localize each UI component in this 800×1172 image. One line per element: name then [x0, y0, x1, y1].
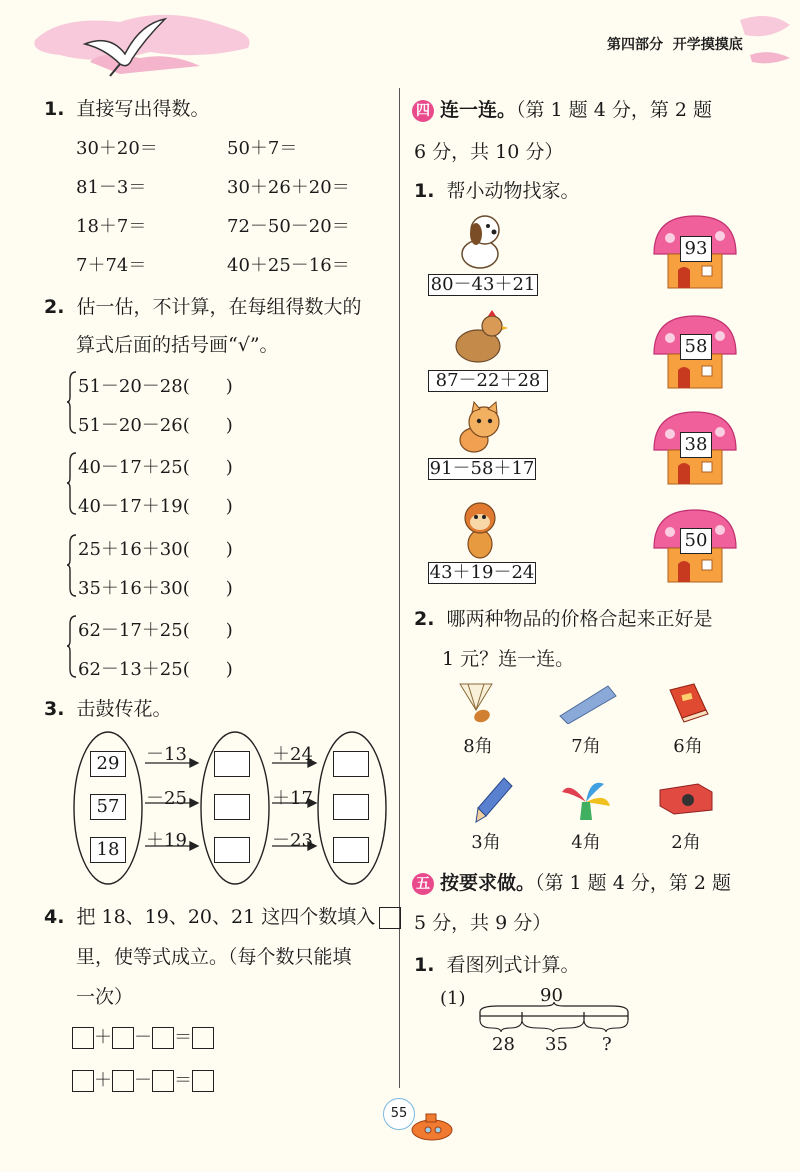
q2-expression[interactable]: 51－20－28( ): [78, 376, 233, 397]
header-title-text: 开学摸摸底: [672, 37, 743, 53]
diagram-part: ?: [602, 1034, 612, 1055]
q3-heading: 3. 击鼓传花。: [44, 698, 172, 720]
q2-expression[interactable]: 62－13＋25( ): [78, 659, 233, 680]
q1-item: 30＋26＋20＝: [227, 177, 350, 198]
hen-icon: [450, 308, 510, 372]
q1-item: 50＋7＝: [227, 138, 298, 159]
section-badge: 四: [412, 100, 434, 122]
animal-expression: 91－58＋17: [429, 458, 535, 479]
q4-heading: 4. 把 18、19、20、21 这四个数填入: [44, 902, 401, 929]
q2-expression[interactable]: 35＋16＋30( ): [78, 578, 233, 599]
item-price: 8角: [463, 736, 493, 757]
q3-op: －25: [146, 788, 187, 809]
q2-brace: [66, 614, 78, 683]
q4-input-box[interactable]: [112, 1070, 134, 1092]
item-price: 3角: [471, 832, 501, 853]
q2-expression[interactable]: 51－20－26( ): [78, 415, 233, 436]
q3-op: ＋17: [272, 788, 313, 809]
animal-expression: 43＋19－24: [429, 562, 535, 583]
q2-brace: [66, 370, 78, 439]
q1-item: 7＋74＝: [76, 255, 147, 276]
q1-item: 30＋20＝: [76, 138, 158, 159]
q3-answer-box[interactable]: [333, 794, 369, 820]
header-section: 第四部分: [607, 37, 663, 53]
q3-answer-box[interactable]: [214, 751, 250, 777]
diagram-label: (1): [440, 988, 466, 1009]
q3-start-box: 57: [90, 794, 126, 820]
q4-input-box[interactable]: [192, 1070, 214, 1092]
item-price: 4角: [571, 832, 601, 853]
house-number: 38: [680, 432, 712, 458]
header-title: [607, 34, 743, 54]
animal-expression: 80－43＋21: [428, 274, 538, 296]
item-price: 7角: [571, 736, 601, 757]
q3-answer-box[interactable]: [333, 837, 369, 863]
book-icon: [664, 680, 710, 728]
monkey-icon: [454, 500, 504, 566]
s4-q2-heading: 2. 哪两种物品的价格合起来正好是: [414, 608, 713, 630]
q4-equation: ＋ － ＝: [72, 1023, 214, 1049]
q4-line2: 里，使等式成立。（每个数只能填: [76, 946, 352, 968]
q3-start-box: 29: [90, 751, 126, 777]
section-4-heading: 四 连一连。（第 1 题 4 分，第 2 题: [412, 95, 712, 122]
q2-expression[interactable]: 25＋16＋30( ): [78, 539, 233, 560]
pencil-icon: [474, 776, 514, 828]
q1-item: 81－3＝: [76, 177, 147, 198]
q4-input-box[interactable]: [72, 1070, 94, 1092]
q2-expression[interactable]: 40－17＋25( ): [78, 457, 233, 478]
section-4-note: 6 分，共 10 分）: [414, 141, 564, 163]
q3-op: ＋24: [272, 744, 313, 765]
q3-answer-box[interactable]: [214, 794, 250, 820]
diagram-part: 28: [492, 1034, 515, 1055]
q4-box-icon: [379, 907, 401, 929]
sharpener-icon: [658, 780, 714, 820]
segment-diagram: [478, 1000, 638, 1038]
s4-q2-line2: 1 元？连一连。: [442, 648, 575, 670]
q3-answer-box[interactable]: [333, 751, 369, 777]
submarine-icon: [408, 1108, 456, 1148]
s5-q1-heading: 1. 看图列式计算。: [414, 954, 580, 976]
q2-brace: [66, 533, 78, 602]
s4-q1-heading: 1. 帮小动物找家。: [414, 180, 580, 202]
q1-item: 72－50－20＝: [227, 216, 350, 237]
q2-heading: 2. 估一估，不计算，在每组得数大的: [44, 296, 362, 318]
q2-expression[interactable]: 40－17＋19( ): [78, 496, 233, 517]
toy-icon: [560, 778, 612, 826]
page-number: 55: [390, 1106, 408, 1121]
q3-op: ＋19: [146, 830, 187, 851]
q3-op: －13: [146, 744, 187, 765]
q3-start-box: 18: [90, 837, 126, 863]
q1-item: 40＋25－16＝: [227, 255, 350, 276]
shuttlecock-icon: [452, 680, 502, 728]
q1-heading: 1. 直接写出得数。: [44, 98, 210, 120]
animal-expression: 87－22＋28: [428, 370, 548, 392]
diagram-part: 35: [545, 1034, 568, 1055]
section-5-heading: 五 按要求做。（第 1 题 4 分，第 2 题: [412, 868, 731, 895]
house-number: 58: [680, 334, 712, 360]
q4-equation: ＋ － ＝: [72, 1066, 214, 1092]
bird-icon: [80, 14, 170, 88]
item-price: 2角: [671, 832, 701, 853]
cat-icon: [452, 400, 508, 460]
q4-input-box[interactable]: [192, 1027, 214, 1049]
item-price: 6角: [673, 736, 703, 757]
q4-line3: 一次）: [76, 986, 134, 1008]
q1-item: 18＋7＝: [76, 216, 147, 237]
q2-expression[interactable]: 62－17＋25( ): [78, 620, 233, 641]
q3-answer-box[interactable]: [214, 837, 250, 863]
diagram-total: 90: [540, 985, 563, 1006]
q3-op: －23: [272, 830, 313, 851]
q2-brace: [66, 451, 78, 520]
house-number: 93: [680, 236, 712, 262]
q4-input-box[interactable]: [152, 1027, 174, 1049]
ruler-icon: [558, 682, 618, 728]
q2-heading-line2: 算式后面的括号画“√”。: [76, 334, 279, 356]
column-divider: [399, 88, 400, 1088]
section-badge: 五: [412, 873, 434, 895]
q4-input-box[interactable]: [152, 1070, 174, 1092]
q4-input-box[interactable]: [72, 1027, 94, 1049]
dog-icon: [450, 212, 510, 278]
q4-input-box[interactable]: [112, 1027, 134, 1049]
section-5-note: 5 分，共 9 分）: [414, 912, 552, 934]
house-number: 50: [680, 528, 712, 554]
